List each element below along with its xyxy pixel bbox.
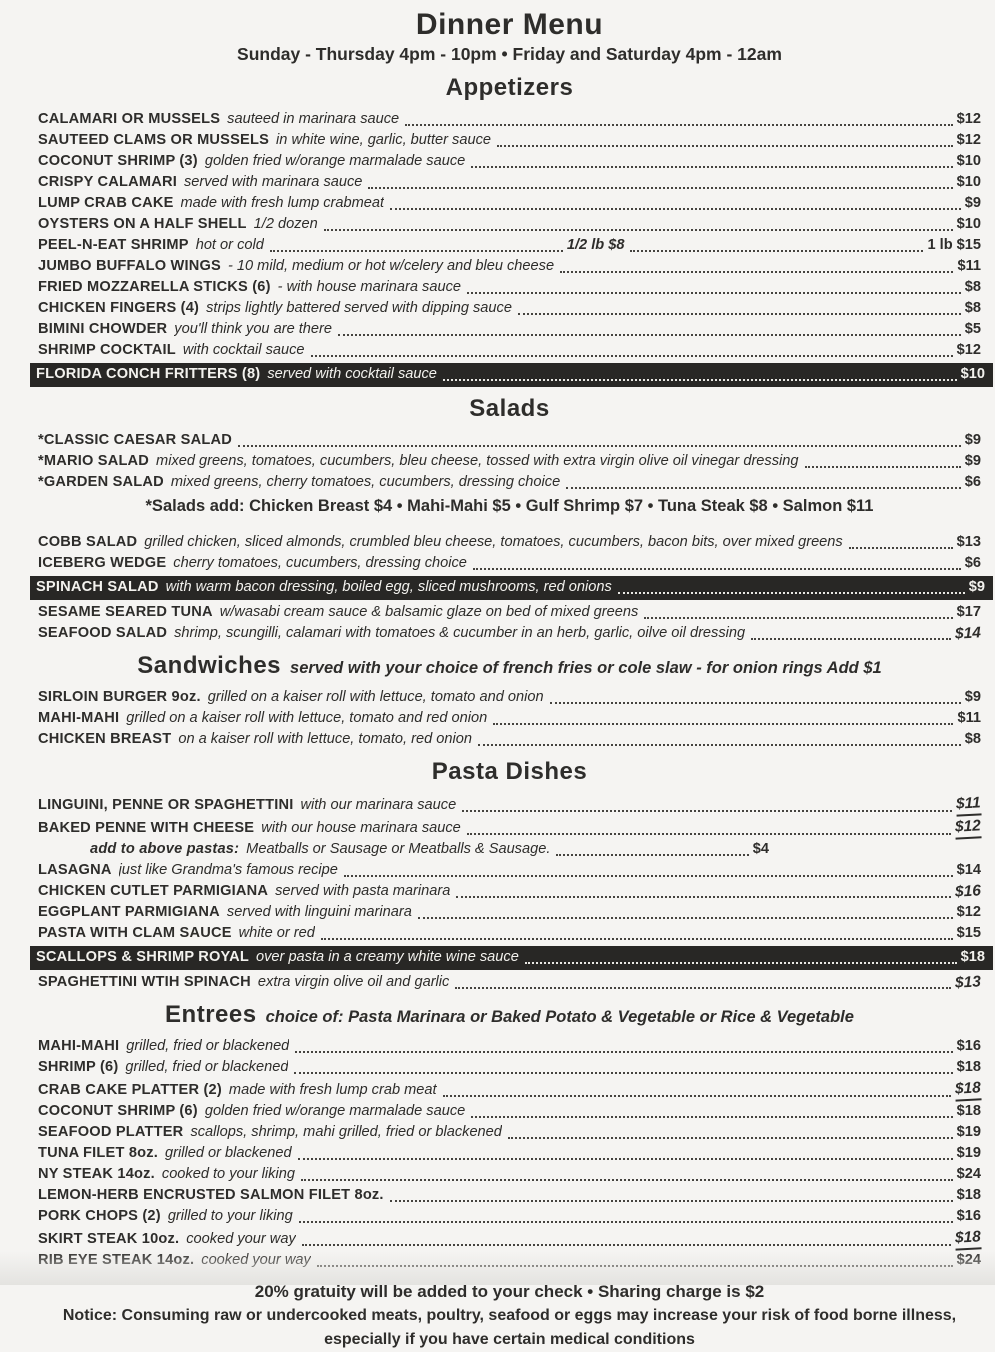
- page-title: Dinner Menu: [415, 8, 604, 41]
- dotted-leader: [471, 166, 952, 168]
- item-name: PASTA WITH CLAM SAUCE: [38, 925, 232, 941]
- item-name: CHICKEN FINGERS (4): [38, 300, 200, 316]
- item-price: $16: [956, 1038, 981, 1054]
- item-description: grilled or blackened: [165, 1145, 292, 1161]
- dotted-leader: [467, 292, 961, 294]
- item-name: JUMBO BUFFALO WINGS: [38, 258, 221, 274]
- item-description: - 10 mild, medium or hot w/celery and bleu cheese: [227, 258, 555, 274]
- item-description: grilled, fried or blackened: [126, 1038, 290, 1054]
- section-header: [38, 757, 981, 790]
- menu-item-row: [38, 193, 981, 214]
- menu-item-row: [38, 1057, 981, 1078]
- menu-item-row: [38, 472, 981, 493]
- gratuity-note: 20% gratuity will be added to your check • Sharing charge is $2: [254, 1282, 765, 1301]
- menu-item-row: [38, 602, 981, 623]
- menu-item-row: [38, 793, 981, 816]
- item-name: FRIED MOZZARELLA STICKS (6): [38, 279, 271, 295]
- dotted-leader: [473, 568, 961, 570]
- item-name: MAHI-MAHI: [38, 1038, 120, 1054]
- item-name: PORK CHOPS (2): [38, 1208, 161, 1224]
- item-name: EGGPLANT PARMIGIANA: [38, 904, 220, 920]
- item-price: $11: [956, 792, 982, 816]
- item-name: LINGUINI, PENNE OR SPAGHETTINI: [38, 797, 294, 813]
- menu-item-row: [38, 151, 981, 172]
- item-description: with warm bacon dressing, boiled egg, sliced mushrooms, red onions: [165, 579, 612, 595]
- item-description: hot or cold: [195, 237, 264, 253]
- menu-item-row: [38, 130, 981, 151]
- item-description: 1/2 dozen: [253, 216, 318, 232]
- item-price: $19: [956, 1145, 981, 1161]
- item-description: cooked to your liking: [161, 1166, 295, 1182]
- menu-sections: [36, 73, 985, 1271]
- item-description: in white wine, garlic, butter sauce: [276, 132, 491, 148]
- item-half-pound-price: 1/2 lb $8: [566, 237, 625, 253]
- item-description: cooked your way: [186, 1231, 296, 1247]
- item-price: $12: [955, 815, 982, 839]
- item-price: $16: [956, 1208, 981, 1224]
- menu-item-row: [38, 1250, 981, 1271]
- dotted-leader: [295, 1051, 952, 1053]
- item-description: grilled chicken, sliced almonds, crumbled bleu cheese, tomatoes, cucumbers, bacon bits, over mixed greens: [144, 534, 843, 550]
- dotted-leader: [508, 1137, 953, 1139]
- item-price: $5: [964, 321, 981, 337]
- item-name: SIRLOIN BURGER 9oz.: [38, 689, 201, 705]
- item-price: $11: [957, 710, 981, 726]
- item-name: SEAFOOD PLATTER: [38, 1124, 184, 1140]
- item-description: mixed greens, cherry tomatoes, cucumbers, dressing choice: [170, 474, 561, 490]
- item-price: $8: [964, 300, 981, 316]
- dotted-leader: [493, 723, 953, 725]
- health-notice-line1: Notice: Consuming raw or undercooked meats, poultry, seafood or eggs may increase your risk of food borne illness,: [62, 1307, 957, 1324]
- item-description: shrimp, scungilli, calamari with tomatoes & cucumber in an herb, garlic, oilve oil dressing: [174, 625, 746, 641]
- menu-item-row: [38, 256, 981, 277]
- item-name: add to above pastas:: [90, 841, 240, 857]
- item-name: COBB SALAD: [38, 534, 138, 550]
- menu-item-row: [38, 430, 981, 451]
- item-name: ICEBERG WEDGE: [38, 555, 167, 571]
- menu-item-row: [38, 881, 981, 902]
- dotted-leader: [294, 1072, 952, 1074]
- item-description: golden fried w/orange marmalade sauce: [204, 1103, 466, 1119]
- item-price: $9: [964, 453, 981, 469]
- item-name: *GARDEN SALAD: [38, 474, 164, 490]
- item-name: SEAFOOD SALAD: [38, 625, 168, 641]
- dotted-leader: [644, 617, 952, 619]
- item-description: w/wasabi cream sauce & balsamic glaze on bed of mixed greens: [219, 604, 639, 620]
- item-price: $15: [956, 925, 981, 941]
- section-header: [38, 394, 981, 427]
- item-description: over pasta in a creamy white wine sauce: [256, 949, 519, 965]
- item-description: grilled, fried or blackened: [125, 1059, 289, 1075]
- item-description: extra virgin olive oil and garlic: [257, 974, 450, 990]
- item-price: $18: [956, 1103, 981, 1119]
- menu-item-row: [38, 860, 981, 881]
- dotted-leader: [443, 1095, 952, 1097]
- item-description: white or red: [238, 925, 315, 941]
- dotted-leader: [518, 313, 961, 315]
- item-price: $18: [956, 1187, 981, 1203]
- menu-item-row: [38, 902, 981, 923]
- dotted-leader: [556, 854, 748, 856]
- hours-line: Sunday - Thursday 4pm - 10pm • Friday and Saturday 4pm - 12am: [237, 44, 782, 64]
- item-price: $12: [956, 111, 981, 127]
- item-description: on a kaiser roll with lettuce, tomato, red onion: [178, 731, 472, 747]
- menu-item-row: [38, 172, 981, 193]
- section-title: Appetizers: [445, 74, 574, 101]
- dotted-leader: [560, 271, 953, 273]
- menu-item-row: [38, 1206, 981, 1227]
- item-description: cooked your way: [201, 1252, 311, 1268]
- item-description: with our marinara sauce: [300, 797, 457, 813]
- menu-item-row: [38, 839, 981, 860]
- item-description: - with house marinara sauce: [277, 279, 461, 295]
- item-name: SPAGHETTINI WTIH SPINACH: [38, 974, 251, 990]
- menu-item-row: [38, 1101, 981, 1122]
- item-name: BIMINI CHOWDER: [38, 321, 168, 337]
- item-name: CRISPY CALAMARI: [38, 174, 177, 190]
- item-price: $6: [964, 474, 981, 490]
- item-description: cherry tomatoes, cucumbers, dressing choice: [173, 555, 467, 571]
- menu-item-row: [38, 1227, 981, 1250]
- menu-item-row: [38, 319, 981, 340]
- dotted-leader: [751, 638, 951, 640]
- section-note: choice of: Pasta Marinara or Baked Potato & Vegetable or Rice & Vegetable: [265, 1008, 854, 1026]
- item-name: CHICKEN CUTLET PARMIGIANA: [38, 883, 269, 899]
- section-title: Sandwiches: [137, 652, 282, 679]
- item-description: just like Grandma's famous recipe: [118, 862, 338, 878]
- item-price: $11: [957, 258, 981, 274]
- health-notice-line2: especially if you have certain medical conditions: [324, 1331, 695, 1348]
- item-description: made with fresh lump crab meat: [228, 1082, 437, 1098]
- menu-item-row: [38, 708, 981, 729]
- dotted-leader: [566, 487, 961, 489]
- item-name: CALAMARI OR MUSSELS: [38, 111, 221, 127]
- item-price: $16: [954, 882, 982, 901]
- menu-item-row: [38, 1185, 981, 1206]
- dotted-leader: [298, 1158, 953, 1160]
- dotted-leader: [405, 124, 952, 126]
- menu-item-row: [30, 946, 993, 970]
- menu-item-row: [38, 1036, 981, 1057]
- dotted-leader: [344, 875, 953, 877]
- dotted-leader: [467, 833, 951, 835]
- dotted-leader: [321, 938, 953, 940]
- item-name: LASAGNA: [38, 862, 112, 878]
- dotted-leader: [301, 1179, 953, 1181]
- item-price: $18: [955, 1077, 982, 1101]
- menu-item-row: [38, 729, 981, 750]
- menu-item-row: [38, 235, 981, 256]
- item-price: $24: [956, 1252, 981, 1268]
- dotted-leader: [805, 466, 961, 468]
- item-price: $12: [956, 904, 981, 920]
- menu-item-row: [38, 109, 981, 130]
- item-price: 1 lb $15: [927, 237, 982, 253]
- item-name: CHICKEN BREAST: [38, 731, 172, 747]
- item-name: TUNA FILET 8oz.: [38, 1145, 159, 1161]
- item-price: $10: [956, 153, 981, 169]
- item-name: SESAME SEARED TUNA: [38, 604, 213, 620]
- dotted-leader: [471, 1116, 952, 1118]
- item-name: CRAB CAKE PLATTER (2): [38, 1082, 222, 1098]
- section-note: served with your choice of french fries or cole slaw - for onion rings Add $1: [290, 659, 882, 677]
- item-price: $14: [956, 862, 981, 878]
- item-description: you'll think you are there: [174, 321, 333, 337]
- item-description: grilled on a kaiser roll with lettuce, tomato and red onion: [126, 710, 488, 726]
- item-description: grilled on a kaiser roll with lettuce, tomato and onion: [207, 689, 544, 705]
- menu-item-row: [38, 340, 981, 361]
- section-title: Entrees: [165, 1001, 257, 1028]
- dotted-leader: [418, 917, 953, 919]
- menu-footer: [38, 1279, 981, 1352]
- item-name: SHRIMP (6): [38, 1059, 119, 1075]
- item-price: $18: [955, 1226, 982, 1250]
- item-description: sauteed in marinara sauce: [227, 111, 400, 127]
- dotted-leader: [270, 250, 563, 252]
- item-price: $14: [954, 624, 982, 643]
- item-description: scallops, shrimp, mahi grilled, fried or blackened: [190, 1124, 502, 1140]
- section-title: Pasta Dishes: [431, 758, 588, 785]
- menu-item-row: [38, 1122, 981, 1143]
- item-price: $6: [964, 555, 981, 571]
- item-name: PEEL-N-EAT SHRIMP: [38, 237, 189, 253]
- item-description: served with linguini marinara: [226, 904, 412, 920]
- item-name: *MARIO SALAD: [38, 453, 150, 469]
- menu-item-row: [38, 816, 981, 839]
- item-price: $8: [964, 731, 981, 747]
- item-price: $13: [954, 973, 982, 992]
- menu-item-row: [30, 363, 993, 387]
- section-header: [38, 651, 981, 684]
- item-price: $8: [964, 279, 981, 295]
- item-name: FLORIDA CONCH FRITTERS (8): [36, 366, 261, 382]
- item-name: OYSTERS ON A HALF SHELL: [38, 216, 247, 232]
- dotted-leader: [478, 744, 961, 746]
- section-header: [38, 73, 981, 106]
- item-description: golden fried w/orange marmalade sauce: [204, 153, 466, 169]
- item-description: made with fresh lump crabmeat: [180, 195, 385, 211]
- section-header: [38, 1000, 981, 1033]
- menu-item-row: [38, 623, 981, 644]
- item-name: RIB EYE STEAK 14oz.: [38, 1252, 195, 1268]
- dotted-leader: [311, 355, 953, 357]
- item-description: mixed greens, tomatoes, cucumbers, bleu cheese, tossed with extra virgin olive oil vinegar dressing: [156, 453, 799, 469]
- dotted-leader: [456, 896, 951, 898]
- item-description: with cocktail sauce: [182, 342, 305, 358]
- item-name: MAHI-MAHI: [38, 710, 120, 726]
- dotted-leader: [462, 810, 952, 812]
- menu-item-row: [38, 1143, 981, 1164]
- item-description: served with cocktail sauce: [267, 366, 437, 382]
- item-name: SCALLOPS & SHRIMP ROYAL: [36, 949, 249, 965]
- item-price: $9: [964, 689, 981, 705]
- menu-item-row: [38, 923, 981, 944]
- dotted-leader: [338, 334, 961, 336]
- dotted-leader: [550, 702, 961, 704]
- item-name: *CLASSIC CAESAR SALAD: [38, 432, 232, 448]
- item-name: SHRIMP COCKTAIL: [38, 342, 176, 358]
- salad-addons-note: *Salads add: Chicken Breast $4 • Mahi-Mahi $5 • Gulf Shrimp $7 • Tuna Steak $8 • Salmon $11: [145, 497, 874, 515]
- dotted-leader: [368, 187, 952, 189]
- item-price: $13: [956, 534, 981, 550]
- item-name: NY STEAK 14oz.: [38, 1166, 155, 1182]
- dotted-leader: [390, 208, 961, 210]
- menu-item-row: [38, 277, 981, 298]
- item-price: $17: [956, 604, 981, 620]
- menu-item-row: [38, 532, 981, 553]
- item-price: $19: [956, 1124, 981, 1140]
- item-price: $9: [968, 579, 985, 595]
- item-name: SKIRT STEAK 10oz.: [38, 1231, 180, 1247]
- item-price: $12: [956, 342, 981, 358]
- item-name: LEMON-HERB ENCRUSTED SALMON FILET 8oz.: [38, 1187, 384, 1203]
- item-name: LUMP CRAB CAKE: [38, 195, 174, 211]
- dotted-leader: [455, 987, 951, 989]
- dotted-leader: [497, 145, 953, 147]
- item-price: $18: [960, 949, 985, 965]
- item-name: BAKED PENNE WITH CHEESE: [38, 820, 255, 836]
- item-price: $10: [956, 216, 981, 232]
- menu-item-row: [38, 298, 981, 319]
- item-price: $4: [752, 841, 769, 857]
- item-price: $10: [956, 174, 981, 190]
- dotted-leader: [299, 1221, 953, 1223]
- item-name: SAUTEED CLAMS OR MUSSELS: [38, 132, 270, 148]
- dotted-leader: [324, 229, 953, 231]
- item-name: SPINACH SALAD: [36, 579, 159, 595]
- item-price: $9: [964, 432, 981, 448]
- item-price: $10: [960, 366, 985, 382]
- menu-item-row: [38, 1164, 981, 1185]
- dotted-leader: [618, 592, 965, 594]
- item-price: $9: [964, 195, 981, 211]
- item-description: grilled to your liking: [167, 1208, 293, 1224]
- dotted-leader: [238, 445, 961, 447]
- menu-item-row: [38, 687, 981, 708]
- menu-item-row: [38, 1078, 981, 1101]
- menu-item-row: [38, 972, 981, 993]
- dotted-leader: [443, 379, 957, 381]
- item-price: $12: [956, 132, 981, 148]
- item-price: $18: [956, 1059, 981, 1075]
- dotted-leader: [302, 1244, 951, 1246]
- menu-item-row: [38, 214, 981, 235]
- item-description: Meatballs or Sausage or Meatballs & Sausage.: [246, 841, 551, 857]
- dotted-leader: [630, 250, 923, 252]
- item-description: served with pasta marinara: [275, 883, 451, 899]
- dotted-leader: [525, 962, 957, 964]
- item-name: COCONUT SHRIMP (3): [38, 153, 198, 169]
- dotted-leader: [390, 1200, 953, 1202]
- section-title: Salads: [469, 395, 550, 422]
- item-price: $24: [956, 1166, 981, 1182]
- menu-item-row: [38, 553, 981, 574]
- item-description: strips lightly battered served with dipping sauce: [206, 300, 512, 316]
- menu-item-row: [38, 451, 981, 472]
- item-description: with our house marinara sauce: [261, 820, 461, 836]
- item-description: served with marinara sauce: [183, 174, 363, 190]
- dotted-leader: [849, 547, 953, 549]
- item-name: COCONUT SHRIMP (6): [38, 1103, 198, 1119]
- menu-item-row: [30, 576, 993, 600]
- dotted-leader: [317, 1265, 953, 1267]
